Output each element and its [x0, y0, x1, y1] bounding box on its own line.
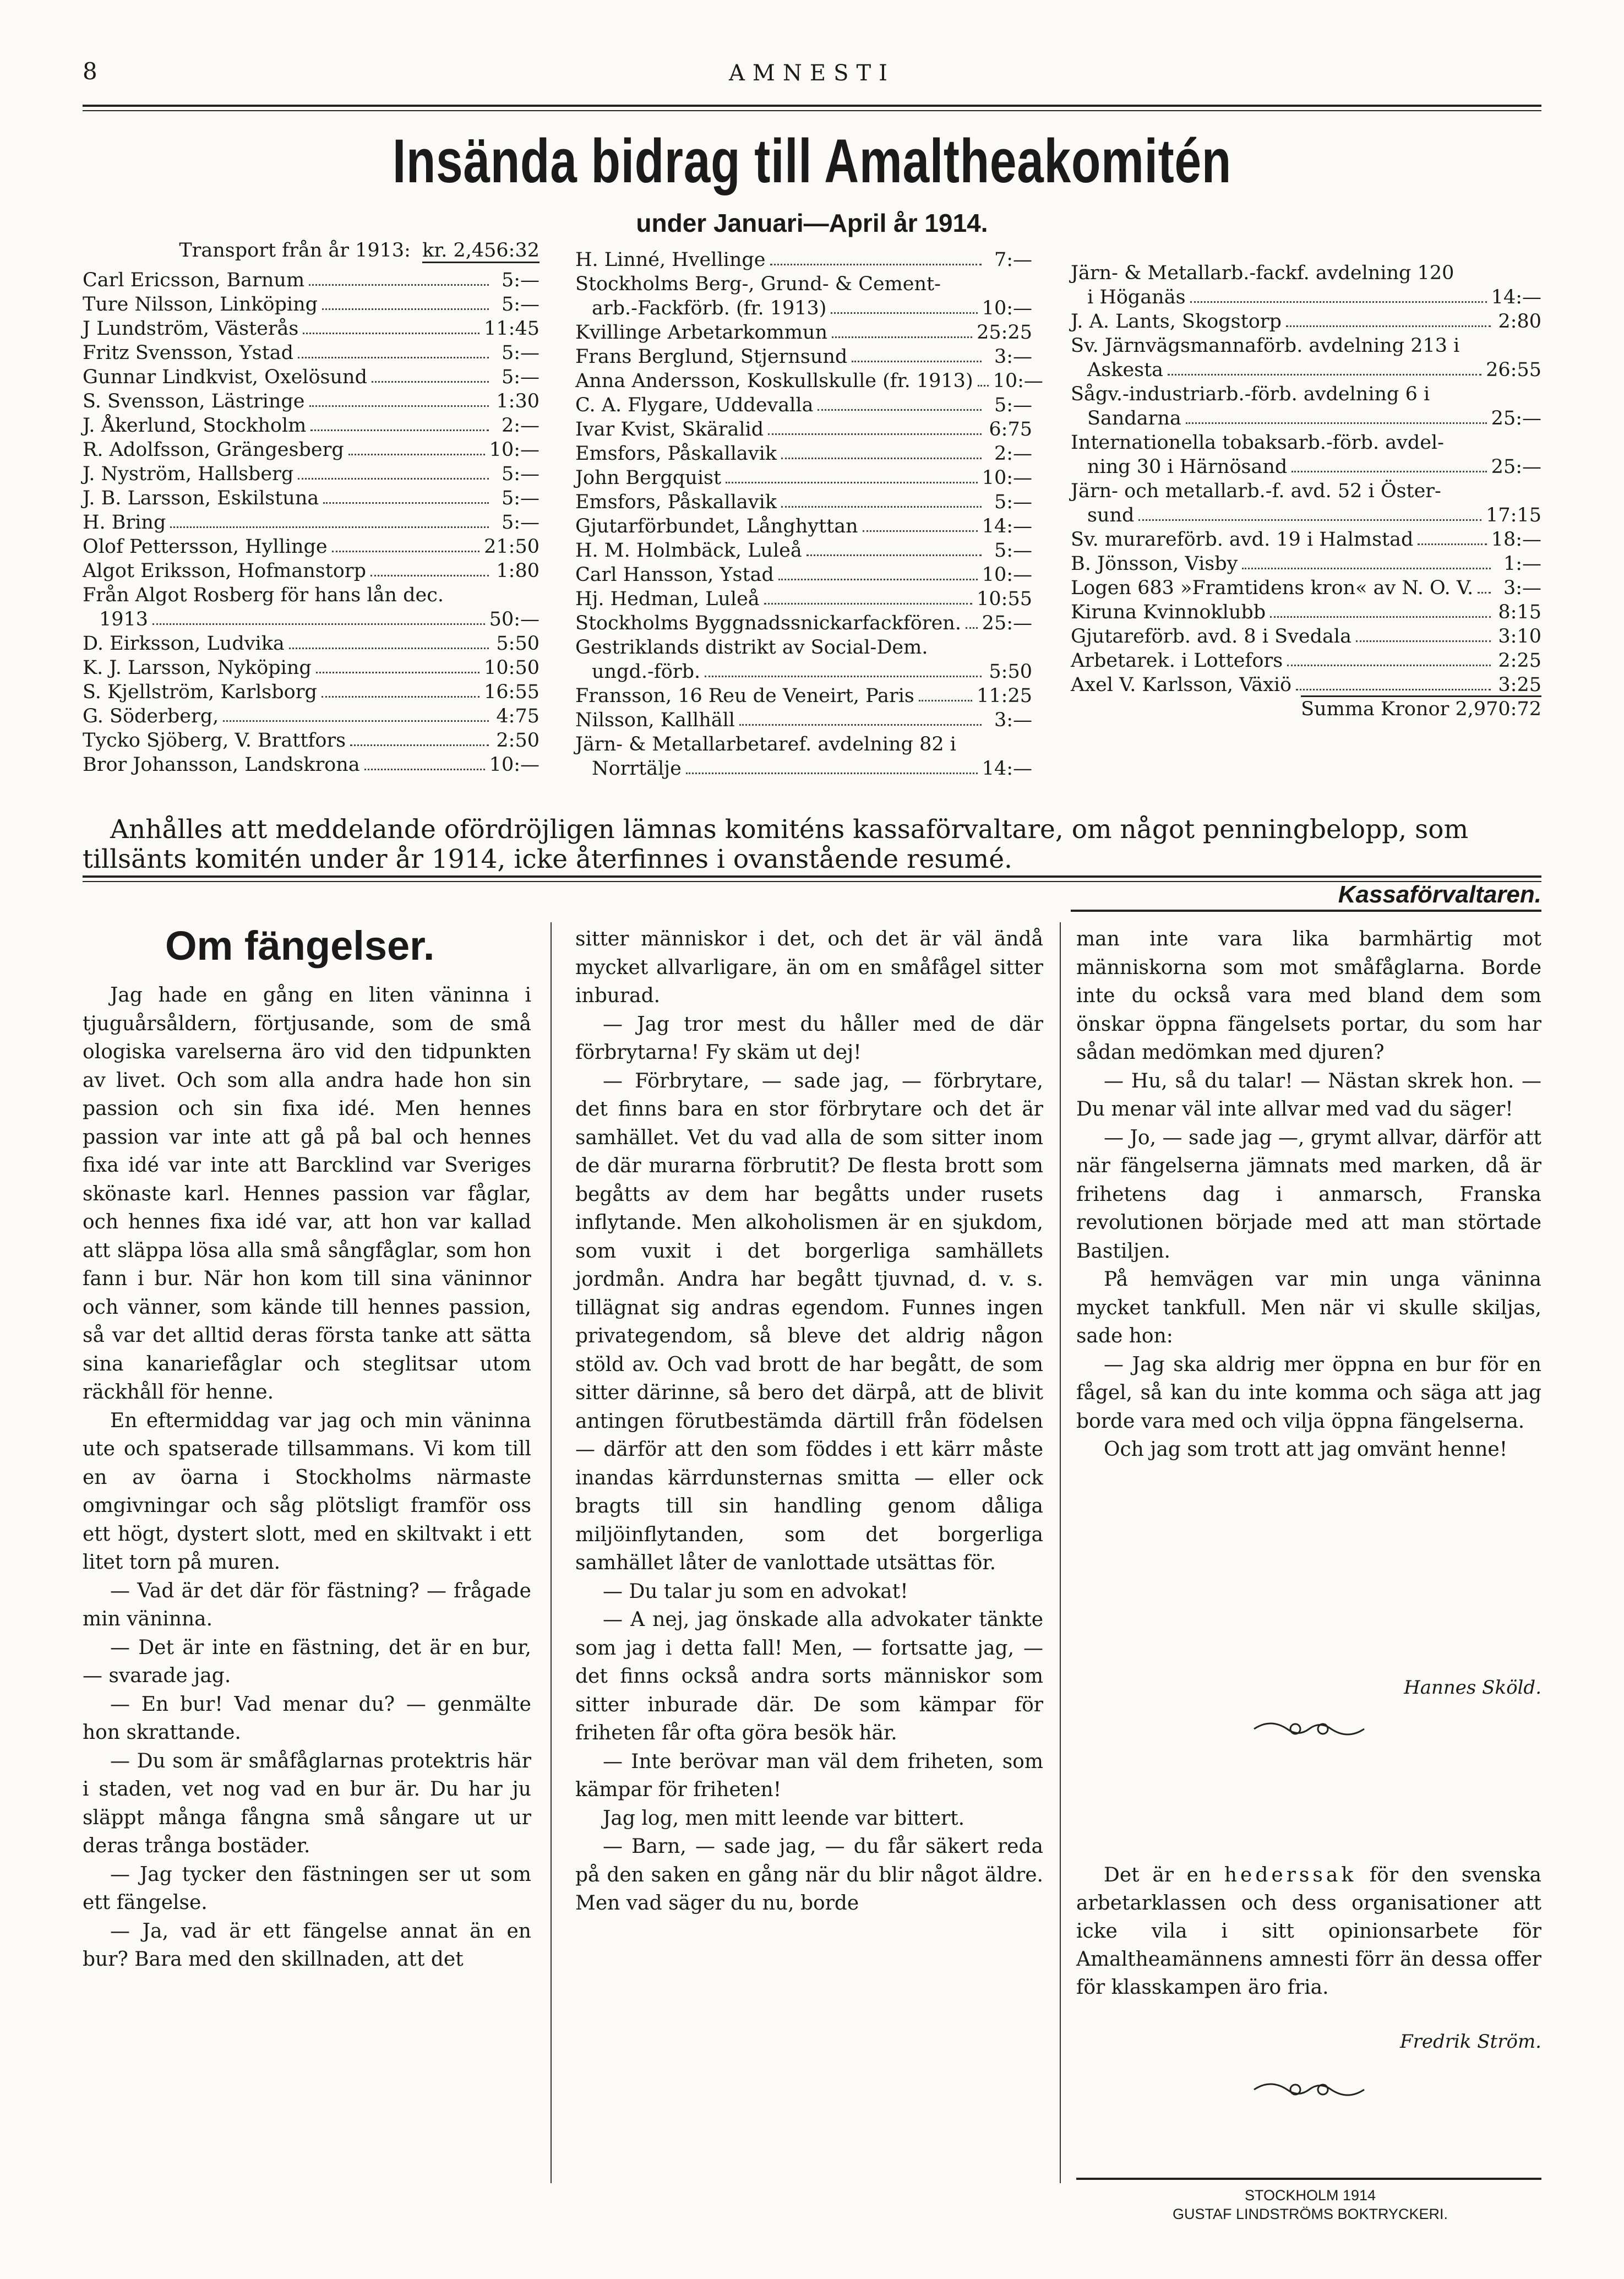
- contributor-name: Internationella tobaksarb.-förb. avdel-: [1071, 432, 1444, 454]
- contribution-row: [83, 534, 539, 558]
- contribution-amount: 5:—: [501, 487, 539, 509]
- leader-dots: [806, 554, 982, 556]
- article-column-1: [83, 981, 531, 1974]
- contribution-amount: 5:—: [501, 366, 539, 388]
- leader-dots: [778, 579, 978, 580]
- transport-line: [83, 240, 539, 267]
- contribution-row: [1071, 284, 1541, 308]
- leader-dots: [831, 312, 977, 314]
- leader-dots: [1287, 665, 1491, 666]
- leader-dots: [1138, 519, 1481, 521]
- contribution-amount: 11:45: [484, 318, 539, 340]
- article-paragraph: — Du talar ju som en advokat!: [603, 1580, 908, 1603]
- contribution-amount: 5:—: [501, 463, 539, 485]
- article-column-3: [1076, 925, 1541, 1464]
- contribution-row: [83, 679, 539, 703]
- leader-dots: [370, 575, 489, 576]
- contributor-name: Tycko Sjöberg, V. Brattfors: [83, 730, 346, 752]
- contribution-row: [83, 630, 539, 655]
- leader-dots: [1168, 374, 1481, 376]
- contribution-row: [83, 364, 539, 388]
- leader-dots: [852, 361, 982, 362]
- contribution-row: [1071, 405, 1541, 429]
- contributor-name: J. Åkerlund, Stockholm: [83, 415, 307, 437]
- article-paragraph: — En bur! Vad menar du? — genmälte hon skrattande.: [83, 1693, 531, 1744]
- printer-line-1: STOCKHOLM 1914: [1244, 2187, 1376, 2204]
- contributor-name: Från Algot Rosberg för hans lån dec.: [83, 584, 444, 606]
- contribution-amount: 10:—: [982, 297, 1032, 319]
- contributor-name: Järn- & Metallarb.-fackf. avdelning 120: [1071, 262, 1454, 284]
- contributor-name: Emsfors, Påskallavik: [575, 491, 777, 513]
- contribution-row: [83, 655, 539, 679]
- contributor-name: C. A. Flygare, Uddevalla: [575, 394, 814, 416]
- contributor-name: Bror Johansson, Landskrona: [83, 754, 360, 776]
- leader-dots: [781, 458, 982, 459]
- contribution-amount: 8:15: [1498, 601, 1541, 623]
- box-text-emphasis: hederssak: [1224, 1864, 1357, 1886]
- contribution-row: [83, 412, 539, 437]
- contribution-row: [575, 634, 1032, 659]
- contribution-amount: 2:—: [501, 415, 539, 437]
- contributor-name: John Bergquist: [575, 467, 722, 489]
- contributor-name: Algot Eriksson, Hofmanstorp: [83, 560, 366, 582]
- contributor-name: H. Linné, Hvellinge: [575, 249, 766, 271]
- contribution-amount: 5:50: [989, 661, 1032, 683]
- contributor-name: J. Nyström, Hallsberg: [83, 463, 294, 485]
- contribution-row: [1071, 260, 1541, 284]
- leader-dots: [686, 773, 978, 774]
- leader-dots: [350, 744, 489, 746]
- contribution-row: [1071, 308, 1541, 333]
- ornament-bottom: [1076, 2076, 1541, 2109]
- transport-label: Transport från år 1913:: [179, 240, 411, 262]
- contributor-name: 1913: [99, 608, 149, 630]
- cashier-rule: [1071, 910, 1541, 912]
- contributor-name: H. M. Holmbäck, Luleå: [575, 540, 802, 562]
- contribution-amount: 26:55: [1486, 359, 1541, 381]
- leader-dots: [310, 429, 489, 431]
- leader-dots: [705, 676, 982, 677]
- contribution-row: [1071, 478, 1541, 502]
- contribution-row: [575, 489, 1032, 513]
- contributions-column-3: [1071, 260, 1541, 720]
- leader-dots: [726, 482, 978, 483]
- contributor-name: Sv. Järnvägsmannaförb. avdelning 213 i: [1071, 335, 1460, 357]
- contributor-name: Stockholms Byggnadssnickarfackfören.: [575, 612, 961, 634]
- contribution-row: [1071, 623, 1541, 648]
- contribution-row: [1071, 357, 1541, 381]
- contribution-amount: 5:—: [994, 394, 1032, 416]
- contribution-amount: 5:—: [501, 293, 539, 316]
- contributions-title: Insända bidrag till Amaltheakomitén: [392, 127, 1232, 195]
- contributor-name: arb.-Fackförb. (fr. 1913): [592, 297, 827, 319]
- contributor-name: J Lundström, Västerås: [83, 318, 299, 340]
- leader-dots: [152, 623, 485, 625]
- contribution-list-1: [83, 267, 539, 776]
- contribution-row: [575, 416, 1032, 440]
- contribution-row: [575, 247, 1032, 271]
- leader-dots: [321, 696, 479, 698]
- contributor-name: Norrtälje: [592, 758, 682, 780]
- contributions-column-1: [83, 240, 539, 776]
- contributor-name: Carl Ericsson, Barnum: [83, 269, 305, 291]
- leader-dots: [1286, 325, 1491, 327]
- leader-dots: [739, 724, 982, 726]
- contributor-name: Sågv.-industriarb.-förb. avdelning 6 i: [1071, 383, 1430, 405]
- notice-text: Anhålles att meddelande ofördröjligen lämnas komiténs kassaförvaltare, om något penningbelopp, som tillsänts komitén under år 1914, icke återfinnes i ovanstående resumé.: [83, 814, 1469, 874]
- total-sum: [1071, 698, 1541, 720]
- leader-dots: [1356, 640, 1491, 642]
- contribution-amount: 10:—: [982, 467, 1032, 489]
- contributor-name: K. J. Larsson, Nyköping: [83, 657, 312, 679]
- ornament-top: [1076, 1715, 1541, 1749]
- page-number: 8: [83, 58, 97, 85]
- leader-dots: [1418, 543, 1486, 545]
- contribution-row: [575, 731, 1032, 755]
- contributor-name: B. Jönsson, Visby: [1071, 553, 1238, 575]
- contribution-amount: 2:50: [496, 730, 539, 752]
- leader-dots: [919, 700, 972, 701]
- leader-dots: [348, 454, 485, 455]
- leader-dots: [764, 603, 972, 605]
- leader-dots: [1242, 568, 1491, 569]
- contribution-amount: 5:—: [501, 342, 539, 364]
- contribution-row: [1071, 648, 1541, 672]
- contribution-amount: 10:—: [489, 754, 539, 776]
- box-text-after: för den svenska arbetarklassen och dess organisationer att icke vila i sitt opinionsarbete för Amaltheamännens amnesti förr än dessa offer för klasskampen äro fria.: [1076, 1864, 1541, 1999]
- article-paragraph: — A nej, jag önskade alla advokater tänkte som jag i detta fall! Men, — fortsatte jag, — det finns också andra sorts människor som sitter inburade där. De som kämpar för friheten får ofta göra besök här.: [575, 1608, 1043, 1744]
- article-paragraph: — Barn, — sade jag, — du får säkert reda på den saken en gång när du blir något äldre. Men vad säger du nu, borde: [575, 1835, 1043, 1914]
- leader-dots: [770, 264, 982, 265]
- contributor-name: Arbetarek. i Lottefors: [1071, 650, 1283, 672]
- leader-dots: [781, 506, 982, 508]
- leader-dots: [1478, 592, 1491, 594]
- contributor-name: J. B. Larsson, Eskilstuna: [83, 487, 319, 509]
- contributor-name: Ivar Kvist, Skäralid: [575, 418, 764, 440]
- contribution-amount: 10:—: [993, 370, 1043, 392]
- leader-dots: [309, 405, 489, 407]
- contribution-row: [83, 606, 539, 630]
- contribution-amount: 5:—: [501, 512, 539, 534]
- contribution-amount: 3:10: [1498, 625, 1541, 648]
- contributions-column-2: [575, 247, 1043, 780]
- contribution-row: [83, 340, 539, 364]
- contributor-name: Frans Berglund, Stjernsund: [575, 346, 848, 368]
- contribution-row: [1071, 599, 1541, 623]
- contribution-amount: 3:—: [994, 346, 1032, 368]
- contribution-row: [83, 437, 539, 461]
- contributor-name: S. Svensson, Lästringe: [83, 390, 305, 412]
- contribution-row: [83, 267, 539, 291]
- contributor-name: D. Eirksson, Ludvika: [83, 633, 285, 655]
- contributor-name: H. Bring: [83, 512, 166, 534]
- contribution-row: [575, 271, 1032, 295]
- contribution-amount: 1:30: [496, 390, 539, 412]
- leader-dots: [832, 336, 972, 338]
- contribution-amount: 5:—: [994, 491, 1032, 513]
- leader-dots: [1270, 616, 1491, 618]
- contribution-row: [1071, 429, 1541, 454]
- contributor-name: Olof Pettersson, Hyllinge: [83, 536, 328, 558]
- contribution-row: [83, 461, 539, 485]
- contribution-amount: 25:—: [982, 612, 1032, 634]
- contribution-amount: 7:—: [994, 249, 1032, 271]
- contributor-name: sund: [1087, 504, 1135, 526]
- contribution-amount: 10:—: [982, 564, 1032, 586]
- contributor-name: Gjutareförb. avd. 8 i Svedala: [1071, 625, 1351, 648]
- leader-dots: [289, 648, 489, 649]
- contribution-amount: 14:—: [982, 515, 1032, 537]
- article-paragraph: — Jag tror mest du håller med de där förbrytarna! Fy skäm ut dej!: [575, 1013, 1043, 1064]
- contributor-name: Järn- och metallarb.-f. avd. 52 i Öster-: [1071, 480, 1441, 502]
- contribution-row: [1071, 575, 1541, 599]
- contributor-name: i Höganäs: [1087, 286, 1186, 308]
- contribution-amount: 2:80: [1498, 311, 1541, 333]
- contribution-amount: 6:75: [989, 418, 1032, 440]
- contribution-row: [83, 509, 539, 534]
- contributor-name: Carl Hansson, Ystad: [575, 564, 774, 586]
- leader-dots: [1190, 301, 1487, 303]
- leader-dots: [1296, 689, 1491, 690]
- contribution-row: [83, 485, 539, 509]
- contributor-name: Gjutarförbundet, Långhyttan: [575, 515, 858, 537]
- printer-line-2: GUSTAF LINDSTRÖMS BOKTRYCKERI.: [1172, 2206, 1448, 2222]
- contribution-amount: 25:25: [977, 322, 1032, 344]
- article-paragraph: En eftermiddag var jag och min väninna ute och spatserade tillsammans. Vi kom till en av öarna i Stockholms närmaste omgivningar och såg plötsligt framför oss ett högt, dystert slott, med en skiltvakt i ett litet torn på muren.: [83, 1409, 531, 1574]
- leader-dots: [323, 502, 489, 504]
- contribution-row: [575, 440, 1032, 465]
- contributor-name: Logen 683 »Framtidens kron« av N. O. V.: [1071, 577, 1474, 599]
- contributor-name: Järn- & Metallarbetaref. avdelning 82 i: [575, 733, 956, 755]
- contribution-row: [575, 659, 1032, 683]
- contribution-amount: 5:50: [496, 633, 539, 655]
- article-paragraph: — Vad är det där för fästning? — frågade min väninna.: [83, 1579, 531, 1630]
- contribution-amount: 11:25: [977, 685, 1032, 707]
- contributor-name: Stockholms Berg-, Grund- & Cement-: [575, 273, 941, 295]
- leader-dots: [364, 769, 485, 770]
- leader-dots: [372, 381, 489, 383]
- article-paragraph: — Det är inte en fästning, det är en bur, — svarade jag.: [83, 1636, 531, 1687]
- contributor-name: Emsfors, Påskallavik: [575, 443, 777, 465]
- contribution-amount: 5:—: [994, 540, 1032, 562]
- contribution-row: [575, 586, 1032, 610]
- contribution-row: [83, 582, 539, 606]
- article-paragraph: — Jag ska aldrig mer öppna en bur för en fågel, så kan du inte komma och säga att jag borde vara med och vilja öppna fängelserna.: [1076, 1353, 1541, 1433]
- article-paragraph: På hemvägen var min unga väninna mycket tankfull. Men när vi skulle skiljas, sade hon:: [1076, 1268, 1541, 1347]
- contribution-row: [575, 562, 1032, 586]
- article-paragraph: man inte vara lika barmhärtig mot människorna som mot småfåglarna. Borde inte du också vara med bland dem som önskar öppna fängelsets portar, du som har sådan medömkan med djuren?: [1076, 928, 1541, 1064]
- contribution-row: [1071, 381, 1541, 405]
- contribution-row: [83, 316, 539, 340]
- contributor-name: J. A. Lants, Skogstorp: [1071, 311, 1282, 333]
- leader-dots: [309, 284, 489, 286]
- leader-dots: [966, 627, 978, 629]
- article-paragraph: Jag log, men mitt leende var bittert.: [603, 1807, 965, 1830]
- contributor-name: R. Adolfsson, Grängesberg: [83, 439, 344, 461]
- printer-imprint: [1079, 2186, 1541, 2223]
- contribution-amount: 10:55: [977, 588, 1032, 610]
- article-paragraph: — Jo, — sade jag —, grymt allvar, därför att när fängelserna jämnats med marken, då är frihetens dag i anmarsch, Franska revolutionen började med att man störtade Bastiljen.: [1076, 1126, 1541, 1263]
- contributor-name: Hj. Hedman, Luleå: [575, 588, 760, 610]
- contribution-row: [83, 291, 539, 316]
- leader-dots: [322, 308, 489, 310]
- contributor-name: ning 30 i Härnösand: [1087, 456, 1288, 478]
- contribution-row: [1071, 526, 1541, 551]
- flourish-icon: [1249, 2076, 1370, 2103]
- notice-rule: [83, 875, 1541, 878]
- contribution-amount: 18:—: [1491, 529, 1541, 551]
- flourish-icon: [1249, 1715, 1370, 1743]
- contributor-name: Ture Nilsson, Linköping: [83, 293, 318, 316]
- contribution-row: [83, 727, 539, 752]
- contribution-row: [575, 319, 1032, 344]
- article-paragraph: — Jag tycker den fästningen ser ut som ett fängelse.: [83, 1863, 531, 1914]
- contributor-name: Axel V. Karlsson, Växiö: [1071, 674, 1292, 696]
- contribution-amount: 1:—: [1503, 553, 1541, 575]
- contribution-amount: 2:—: [994, 443, 1032, 465]
- contribution-amount: 10:50: [484, 657, 539, 679]
- contribution-row: [575, 755, 1032, 780]
- contributor-name: G. Söderberg,: [83, 705, 219, 727]
- contribution-row: [575, 295, 1032, 319]
- contribution-row: [1071, 551, 1541, 575]
- contribution-amount: 4:75: [496, 705, 539, 727]
- contribution-amount: 3:25: [1498, 674, 1541, 696]
- leader-dots: [818, 409, 982, 411]
- journal-title: AMNESTI: [729, 61, 895, 86]
- contributor-name: ungd.-förb.: [592, 661, 701, 683]
- contribution-amount: 25:—: [1491, 456, 1541, 478]
- contribution-row: [83, 558, 539, 582]
- leader-dots: [332, 551, 479, 552]
- notice-rule-thin: [83, 881, 1541, 882]
- contributor-name: Fransson, 16 Reu de Veneirt, Paris: [575, 685, 914, 707]
- column-divider-1: [551, 922, 552, 2183]
- article-paragraph: — Ja, vad är ett fängelse annat än en bur? Bara med den skillnaden, att det: [83, 1919, 531, 1971]
- contribution-amount: 25:—: [1491, 407, 1541, 429]
- contributor-name: Sv. murareförb. avd. 19 i Halmstad: [1071, 529, 1414, 551]
- article-paragraph: — Förbrytare, — sade jag, — förbrytare, det finns bara en stor förbrytare och det är samhället. Vet du vad alla de som sitter inom de där murarna förbrutit? De flesta brott som begåtts av dem har begåtts under rusets inflytande. Men alkoholismen är en sjukdom, som vuxit i det borgerliga samhällets jordmån. Andra har begått tjuvnad, d. v. s. tillägnat sig andras egendom. Funnes ingen privategendom, så bleve det aldrig någon stöld av. Och vad brott de har begått, de som sitter därinne, så bero det därpå, att de blivit antingen förutbestämda därtill från födelsen — därför att den som föddes i ett kärr måste inandas kärrdunsternas smitta — eller ock bragts till sin handling genom dåliga miljöinflytanden, som det borgerliga samhället låter de vanlottade utsättas för.: [575, 1069, 1043, 1574]
- contributor-name: Fritz Svensson, Ystad: [83, 342, 294, 364]
- contribution-row: [83, 703, 539, 727]
- contribution-row: [1071, 333, 1541, 357]
- leader-dots: [863, 530, 978, 532]
- contribution-amount: 16:55: [484, 681, 539, 703]
- contributor-name: Kvillinge Arbetarkommun: [575, 322, 828, 344]
- contributor-name: Gunnar Lindkvist, Oxelösund: [83, 366, 368, 388]
- contribution-amount: 3:—: [1503, 577, 1541, 599]
- contribution-row: [1071, 454, 1541, 478]
- contribution-amount: 50:—: [489, 608, 539, 630]
- contribution-row: [575, 537, 1032, 562]
- contributor-name: Kiruna Kvinnoklubb: [1071, 601, 1266, 623]
- transport-value: kr. 2,456:32: [422, 240, 539, 263]
- contributor-name: Gestriklands distrikt av Social-Dem.: [575, 637, 928, 659]
- contribution-amount: 14:—: [1491, 286, 1541, 308]
- contribution-row: [83, 388, 539, 412]
- header-rule-thin: [83, 110, 1541, 111]
- article-paragraph: Och jag som trott att jag omvänt henne!: [1104, 1438, 1508, 1461]
- article-author: Hannes Sköld.: [1404, 1677, 1541, 1699]
- contribution-row: [83, 752, 539, 776]
- contributor-name: Askesta: [1087, 359, 1164, 381]
- leader-dots: [298, 478, 489, 480]
- contribution-row: [1071, 502, 1541, 526]
- article-paragraph: Jag hade en gång en liten väninna i tjuguårsåldern, förtjusande, som de små ologiska varelserna äro vid den tidpunkten av livet. Och som alla andra hade hon sin passion och sin fixa idé. Men hennes passion var inte att gå på bal och hennes fixa idé var inte att Barcklind var Sveriges skönaste karl. Hennes passion var fåglar, och hennes fixa idé var, att hon var kallad att släppa lösa alla små sångfåglar, som hon fann i bur. När hon kom till sina väninnor och vänner, som kände till hennes passion, så var det alltid deras första tanke att sätta sina kanariefåglar och steglitsar utom räckhåll för henne.: [83, 984, 531, 1404]
- contribution-amount: 10:—: [489, 439, 539, 461]
- contributor-name: Nilsson, Kallhäll: [575, 709, 735, 731]
- contribution-row: [575, 344, 1032, 368]
- column-divider-2: [1060, 922, 1061, 2183]
- contribution-list-2: [575, 247, 1043, 780]
- contribution-amount: 21:50: [484, 536, 539, 558]
- contribution-row: [575, 392, 1032, 416]
- contribution-row: [575, 513, 1032, 537]
- leader-dots: [316, 672, 479, 673]
- contributor-name: Sandarna: [1087, 407, 1181, 429]
- printer-rule: [1076, 2178, 1541, 2180]
- article-column-2: [575, 925, 1043, 1918]
- leader-dots: [768, 433, 982, 435]
- box-text-before: Det är en: [1104, 1864, 1212, 1886]
- article-paragraph: — Du som är småfåglarnas protektris här i staden, vet nog vad en bur är. Du har ju släppt många fångna små sångare ut ur deras trånga bostäder.: [83, 1749, 531, 1857]
- contribution-row: [575, 610, 1032, 634]
- contribution-amount: 1:80: [496, 560, 539, 582]
- leader-dots: [298, 357, 489, 358]
- box-author: Fredrik Ström.: [1400, 2031, 1541, 2053]
- leader-dots: [1291, 471, 1486, 472]
- leader-dots: [170, 526, 489, 528]
- contribution-amount: 14:—: [982, 758, 1032, 780]
- contribution-amount: 2:25: [1498, 650, 1541, 672]
- cashier-signature: Kassaförvaltaren.: [1338, 881, 1541, 908]
- total-sum-text: Summa Kronor 2,970:72: [1301, 695, 1541, 720]
- contribution-amount: 5:—: [501, 269, 539, 291]
- article-paragraph: — Inte berövar man väl dem friheten, som kämpar för friheten!: [575, 1750, 1043, 1801]
- contribution-row: [1071, 672, 1541, 696]
- contributor-name: Anna Andersson, Koskullskulle (fr. 1913): [575, 370, 973, 392]
- contribution-row: [575, 368, 1043, 392]
- article-title: Om fängelser.: [165, 923, 435, 969]
- contribution-row: [575, 465, 1032, 489]
- contribution-row: [575, 707, 1032, 731]
- contributions-subtitle: under Januari—April år 1914.: [636, 209, 988, 237]
- leader-dots: [1186, 422, 1487, 424]
- leader-dots: [223, 720, 489, 722]
- header-rule: [83, 105, 1541, 107]
- contributor-name: S. Kjellström, Karlsborg: [83, 681, 317, 703]
- article-paragraph: — Hu, så du talar! — Nästan skrek hon. — Du menar väl inte allvar med vad du säger!: [1076, 1069, 1541, 1121]
- contribution-list-3: [1071, 260, 1541, 696]
- contribution-amount: 3:—: [994, 709, 1032, 731]
- contribution-amount: 17:15: [1486, 504, 1541, 526]
- contribution-row: [575, 683, 1032, 707]
- article-paragraph: sitter människor i det, och det är väl ändå mycket allvarligare, än om en småfågel sitter inburad.: [575, 928, 1043, 1007]
- leader-dots: [978, 385, 989, 387]
- leader-dots: [303, 333, 479, 334]
- box-text: [1076, 1861, 1541, 2001]
